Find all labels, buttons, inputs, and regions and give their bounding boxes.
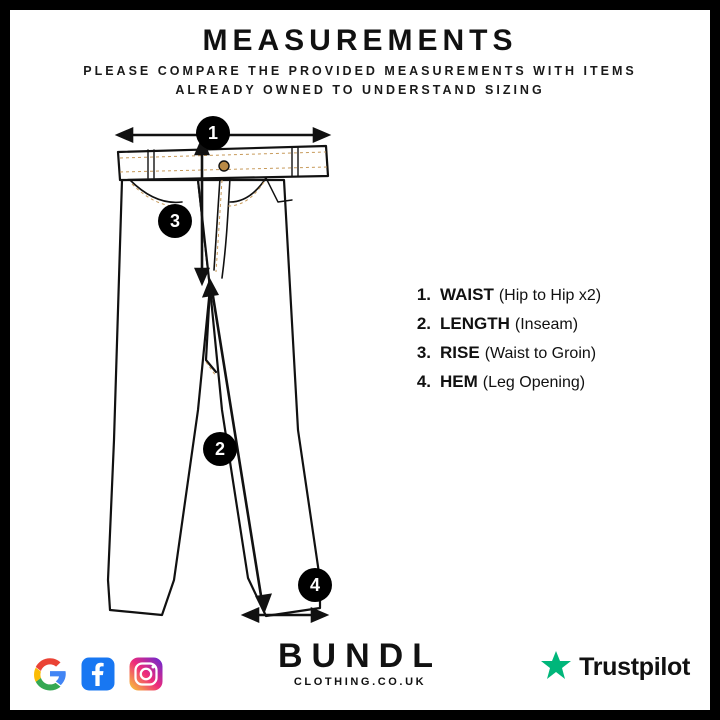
marker-2-length: 2: [203, 432, 237, 466]
header: [10, 24, 710, 100]
legend-item: [405, 285, 695, 305]
measurement-card: [10, 10, 710, 710]
legend-item: [405, 314, 695, 334]
legend-item: [405, 343, 695, 363]
brand-name: BUNDL: [278, 637, 442, 675]
legend-number: 2.: [416, 314, 431, 333]
legend-description: (Inseam): [514, 316, 579, 333]
legend-label: RISE: [440, 343, 480, 362]
page-subtitle: PLEASE COMPARE THE PROVIDED MEASUREMENTS WITH ITEMS ALREADY OWNED TO UNDERSTAND SIZING: [83, 64, 637, 97]
trustpilot-label: Trustpilot: [579, 653, 690, 681]
jeans-illustration-svg: [70, 110, 400, 630]
legend-number: 4.: [416, 372, 431, 391]
brand-subtitle: CLOTHING.CO.UK: [293, 676, 427, 688]
legend-description: (Hip to Hip x2): [498, 287, 602, 304]
legend-number: 3.: [416, 343, 431, 362]
legend-item: [405, 372, 695, 392]
legend-number: 1.: [416, 285, 431, 304]
marker-4-hem: 4: [298, 568, 332, 602]
page-title: MEASUREMENTS: [202, 24, 518, 57]
marker-3-rise: 3: [158, 204, 192, 238]
legend-label: WAIST: [440, 285, 494, 304]
jeans-diagram: [70, 110, 400, 630]
marker-1-waist: 1: [196, 116, 230, 150]
legend-label: LENGTH: [440, 314, 510, 333]
legend-label: HEM: [440, 372, 478, 391]
legend-description: (Leg Opening): [482, 374, 586, 391]
trustpilot-badge[interactable]: [540, 649, 690, 686]
trustpilot-star-icon: [540, 649, 572, 686]
legend-description: (Waist to Groin): [484, 345, 597, 362]
measurement-legend: [405, 285, 695, 401]
